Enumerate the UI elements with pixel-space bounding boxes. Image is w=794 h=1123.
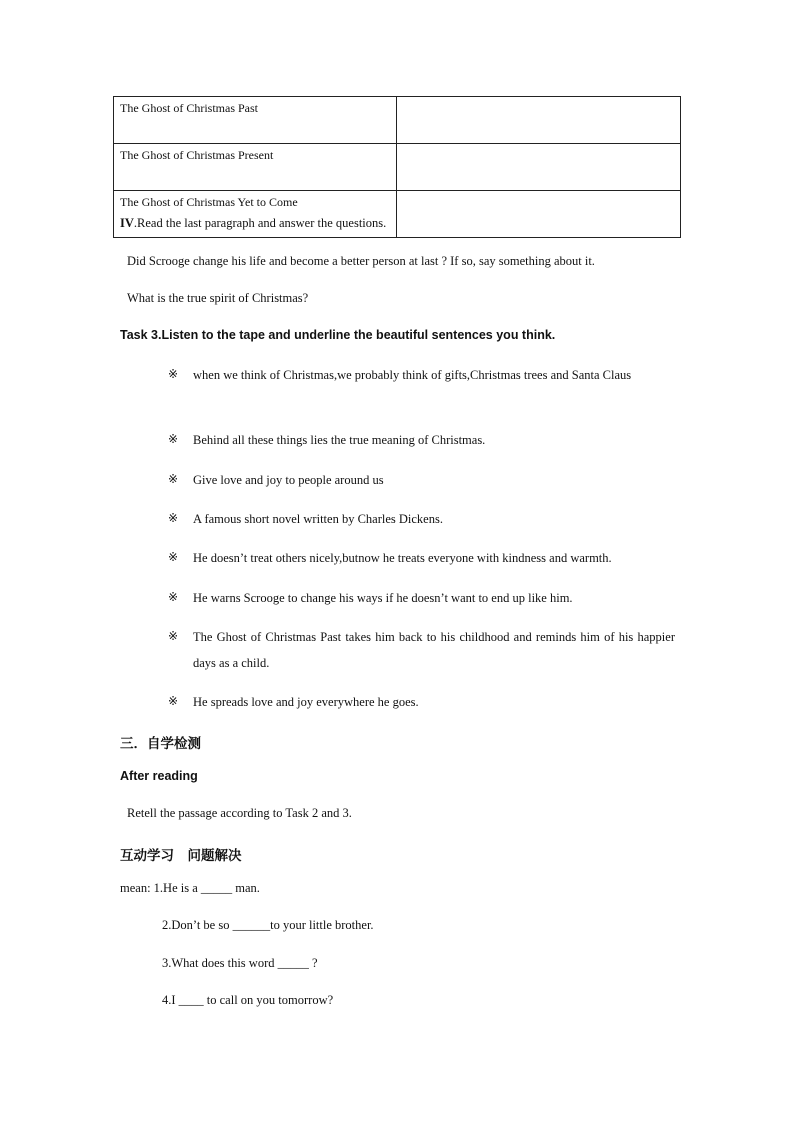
- list-item: A famous short novel written by Charles Dickens.: [193, 512, 443, 526]
- bullet-icon: ※: [168, 472, 179, 486]
- ghost-name-cell: The Ghost of Christmas Present: [114, 144, 397, 191]
- bullet-icon: ※: [168, 432, 179, 446]
- table-row: [114, 144, 681, 191]
- ghost-name-cell: The Ghost of Christmas Yet to Come: [114, 191, 397, 238]
- exercise-line: 4.I ____ to call on you tomorrow?: [162, 993, 334, 1007]
- list-item: Give love and joy to people around us: [193, 473, 384, 487]
- exercise-line: 2.Don’t be so ______to your little brother.: [162, 918, 374, 932]
- ghost-answer-cell[interactable]: [397, 144, 681, 191]
- list-item: He spreads love and joy everywhere he goes.: [193, 695, 419, 709]
- question-2: What is the true spirit of Christmas?: [127, 291, 309, 305]
- ghost-answer-cell[interactable]: [397, 191, 681, 238]
- section-iv-numeral: IV: [120, 216, 134, 230]
- bullet-icon: ※: [168, 511, 179, 525]
- list-item: He warns Scrooge to change his ways if he doesn’t want to end up like him.: [193, 591, 573, 605]
- ghost-name-cell: The Ghost of Christmas Past: [114, 97, 397, 144]
- section-iv-instruction: [120, 216, 386, 231]
- interactive-heading: 互动学习 问题解决: [120, 848, 242, 864]
- section-iv-text: .Read the last paragraph and answer the questions.: [133, 216, 387, 230]
- ghost-answer-cell[interactable]: [397, 97, 681, 144]
- list-item: when we think of Christmas,we probably think of gifts,Christmas trees and Santa Claus: [193, 368, 632, 382]
- bullet-icon: ※: [168, 694, 179, 708]
- bullet-icon: ※: [168, 550, 179, 564]
- bullet-icon: ※: [168, 590, 179, 604]
- exercise-line: mean: 1.He is a _____ man.: [120, 881, 260, 895]
- retell-instruction: Retell the passage according to Task 2 and 3.: [127, 806, 352, 820]
- list-item: He doesn’t treat others nicely,butnow he treats everyone with kindness and warmth.: [193, 551, 612, 565]
- list-item: The Ghost of Christmas Past takes him back to his childhood and reminds him of his happier days as a child.: [193, 630, 675, 670]
- self-check-heading: 三．自学检测: [120, 736, 201, 752]
- exercise-line: 3.What does this word _____ ?: [162, 956, 318, 970]
- after-reading-subheading: After reading: [120, 769, 198, 783]
- list-item: Behind all these things lies the true meaning of Christmas.: [193, 433, 486, 447]
- bullet-icon: ※: [168, 367, 179, 381]
- table-row: [114, 97, 681, 144]
- bullet-icon: ※: [168, 629, 179, 643]
- question-1: Did Scrooge change his life and become a better person at last ? If so, say something about it.: [127, 254, 595, 268]
- task3-title: Task 3.Listen to the tape and underline the beautiful sentences you think.: [120, 328, 556, 342]
